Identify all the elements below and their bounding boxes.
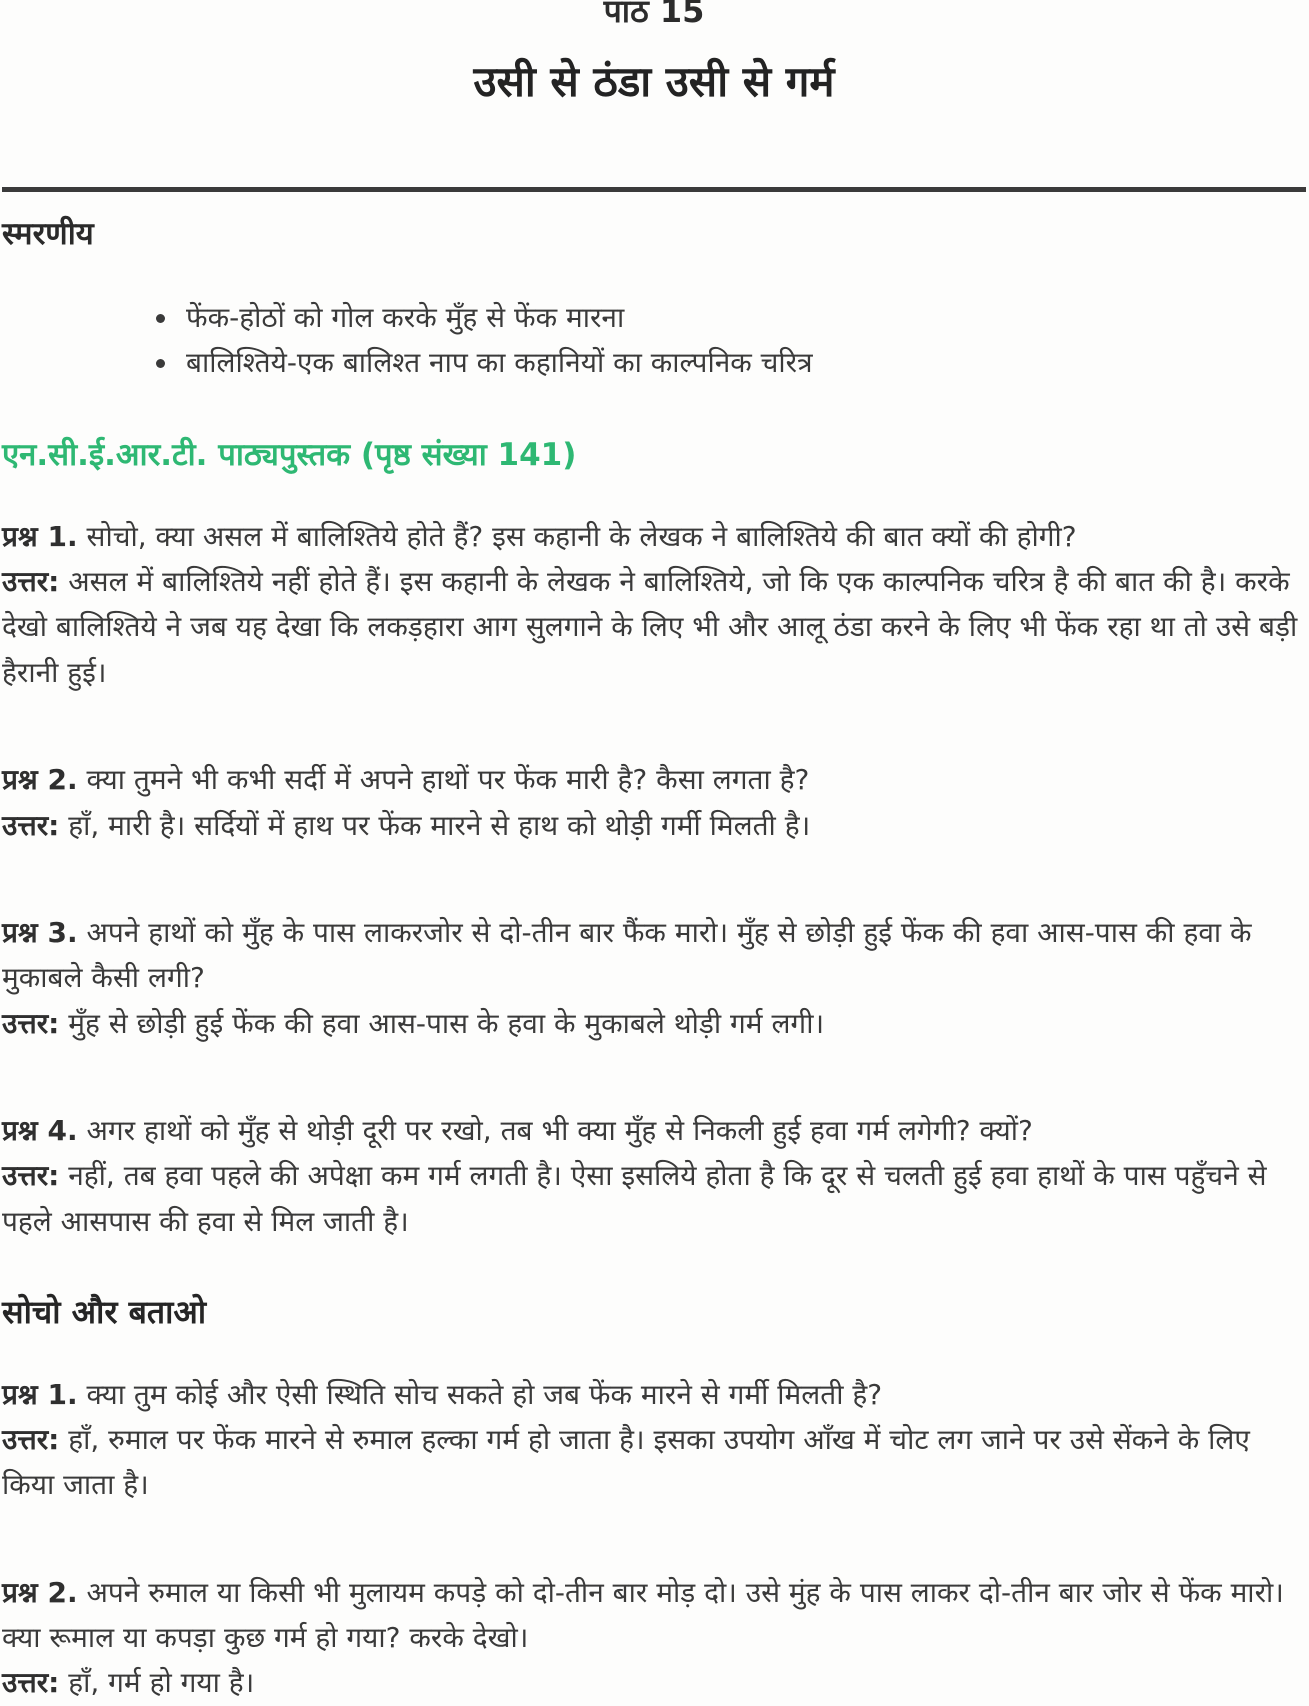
qa-block bbox=[2, 1108, 1306, 1244]
answer-label: उत्तर: bbox=[2, 1422, 60, 1456]
answer-text: मुँह से छोड़ी हुई फेंक की हवा आस-पास के हवा के मुकाबले थोड़ी गर्म लगी। bbox=[68, 1006, 825, 1040]
horizontal-rule bbox=[2, 187, 1306, 192]
qa-block bbox=[2, 1570, 1306, 1706]
answer-label: उत्तर: bbox=[2, 1666, 60, 1700]
answer-label: उत्तर: bbox=[2, 1159, 60, 1193]
question-text: अगर हाथों को मुँह से थोड़ी दूरी पर रखो, तब भी क्या मुँह से निकली हुई हवा गर्म लगेगी? क्यों? bbox=[86, 1113, 1033, 1147]
question-label: प्रश्न 2. bbox=[2, 1575, 78, 1609]
question-label: प्रश्न 1. bbox=[2, 519, 78, 553]
question-text: अपने हाथों को मुँह के पास लाकरजोर से दो-तीन बार फैंक मारो। मुँह से छोड़ी हुई फेंक की हवा आस-पास की हवा के मुकाबले कैसी लगी? bbox=[2, 915, 1252, 995]
answer-text: असल में बालिश्तिये नहीं होते हैं। इस कहानी के लेखक ने बालिश्तिये, जो कि एक काल्पनिक चरित्र है की बात की है। करके देखो बालिश्तिये ने जब यह देखा कि लकड़हारा आग सुलगाने के लिए भी और आलू ठंडा करने के लिए भी फेंक रहा था तो उसे बड़ी हैरानी हुई। bbox=[2, 565, 1298, 689]
qa-block bbox=[2, 910, 1306, 1046]
section-heading-ncert-textbook: एन.सी.ई.आर.टी. पाठ्यपुस्तक (पृष्ठ संख्या 141) bbox=[2, 437, 577, 474]
answer-label: उत्तर: bbox=[2, 808, 60, 842]
list-item: • फेंक-होठों को गोल करके मुँह से फेंक मारना bbox=[180, 295, 1306, 340]
qa-block bbox=[2, 1372, 1306, 1508]
question-label: प्रश्न 4. bbox=[2, 1113, 78, 1147]
question-text: क्या तुम कोई और ऐसी स्थिति सोच सकते हो जब फेंक मारने से गर्मी मिलती है? bbox=[86, 1377, 883, 1411]
qa-block bbox=[2, 757, 1306, 848]
answer-text: हाँ, रुमाल पर फेंक मारने से रुमाल हल्का गर्म हो जाता है। इसका उपयोग आँख में चोट लग जाने पर उसे सेंकने के लिए किया जाता है। bbox=[2, 1422, 1250, 1502]
answer-text: नहीं, तब हवा पहले की अपेक्षा कम गर्म लगती है। ऐसा इसलिये होता है कि दूर से चलती हुई हवा हाथों के पास पहुँचने से पहले आसपास की हवा से मिल जाती है। bbox=[2, 1159, 1267, 1238]
question-label: प्रश्न 2. bbox=[2, 763, 78, 797]
answer-label: उत्तर: bbox=[2, 1006, 60, 1040]
question-text: सोचो, क्या असल में बालिश्तिये होते हैं? इस कहानी के लेखक ने बालिश्तिये की बात क्यों की होगी? bbox=[86, 519, 1077, 553]
qa-block bbox=[2, 514, 1306, 695]
answer-text: हाँ, गर्म हो गया है। bbox=[68, 1666, 255, 1700]
section-heading-think-and-tell: सोचो और बताओ bbox=[2, 1293, 207, 1332]
question-text: अपने रुमाल या किसी भी मुलायम कपड़े को दो-तीन बार मोड़ दो। उसे मुंह के पास लाकर दो-तीन बार जोर से फेंक मारो। क्या रूमाल या कपड़ा कुछ गर्म हो गया? करके देखो। bbox=[2, 1575, 1284, 1655]
question-text: क्या तुमने भी कभी सर्दी में अपने हाथों पर फेंक मारी है? कैसा लगता है? bbox=[86, 763, 810, 797]
question-label: प्रश्न 3. bbox=[2, 915, 78, 949]
memorable-list bbox=[2, 295, 1306, 386]
question-label: प्रश्न 1. bbox=[2, 1377, 78, 1411]
page-title: उसी से ठंडा उसी से गर्म bbox=[473, 57, 835, 106]
answer-label: उत्तर: bbox=[2, 565, 60, 599]
list-item: • बालिश्तिये-एक बालिश्त नाप का कहानियों का काल्पनिक चरित्र bbox=[180, 340, 1306, 385]
chapter-label: पाठ 15 bbox=[603, 0, 705, 30]
answer-text: हाँ, मारी है। सर्दियों में हाथ पर फेंक मारने से हाथ को थोड़ी गर्मी मिलती है। bbox=[68, 808, 811, 842]
memorable-heading: स्मरणीय bbox=[2, 216, 94, 253]
